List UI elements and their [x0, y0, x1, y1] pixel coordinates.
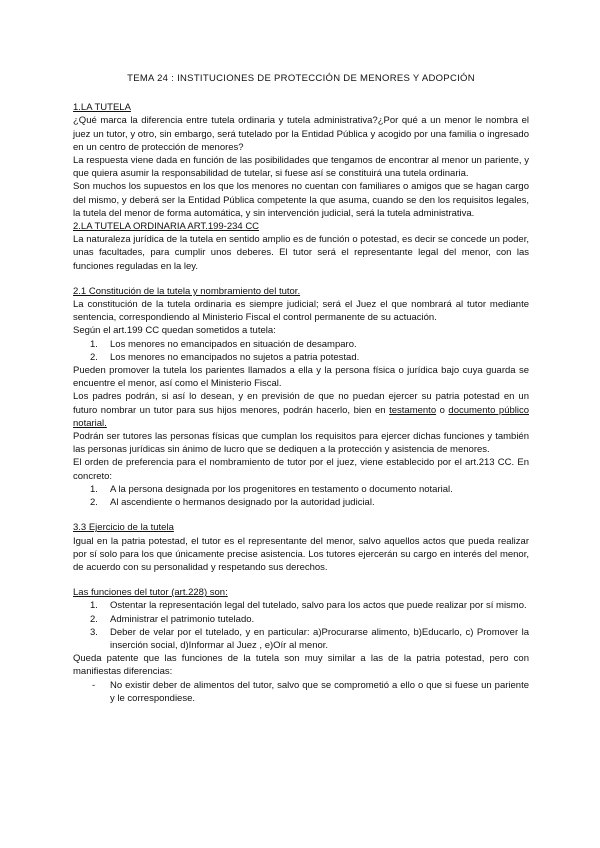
list-number: 2. [90, 613, 98, 625]
list-item-text: Deber de velar por el tutelado, y en particular: a)Procurarse alimento, b)Educarlo, c) Promover la inserción social, d)Informar al Juez , e)Oír al menor. [110, 626, 529, 651]
section-heading-tutela: 1.LA TUTELA [73, 102, 131, 114]
underlined-term-testamento: testamento [389, 404, 437, 416]
list-number: 1. [90, 483, 98, 495]
paragraph: Igual en la patria potestad, el tutor es el representante del menor, salvo aquellos actos que pueda realizar por sí solo para los que únicamente precise asistencia. Los tutores ejercerán su cargo en interés del menor, de acuerdo con su personalidad y respetando sus derechos. [73, 535, 529, 573]
paragraph: Pueden promover la tutela los parientes llamados a ella y la persona física o jurídica bajo cuya guarda se encuentre el menor, así como el Ministerio Fiscal. [73, 365, 529, 390]
paragraph: Podrán ser tutores las personas físicas que cumplan los requisitos para ejercer dichas funciones y también las personas jurídicas sin ánimo de lucro que se dediquen a la protección y asistencia de menores. [73, 431, 529, 456]
list-item [73, 626, 529, 652]
paragraph: El orden de preferencia para el nombramiento de tutor por el juez, viene establecido por el art.213 CC. En concreto: [73, 457, 529, 482]
paragraph: Según el art.199 CC quedan sometidos a tutela: [73, 325, 276, 337]
list-number: 2. [90, 351, 98, 363]
numbered-list-sometidos [73, 338, 529, 364]
list-item [73, 496, 529, 509]
list-number: 1. [90, 338, 98, 350]
section-heading-funciones: Las funciones del tutor (art.228) son: [73, 587, 228, 599]
dash-list-diferencias [73, 679, 529, 705]
list-number: 2. [90, 497, 98, 509]
section-heading-tutela-ordinaria: 2.LA TUTELA ORDINARIA ART.199-234 CC [73, 221, 260, 233]
list-item [73, 351, 529, 364]
paragraph [73, 390, 529, 430]
list-dash: - [92, 679, 96, 691]
list-number: 3. [90, 626, 98, 638]
document-page [73, 72, 529, 705]
paragraph: Son muchos los supuestos en los que los menores no cuentan con familiares o amigos que se hagan cargo del mismo, y deberá ser la Entidad Pública competente la que asuma, cuando se den los requisitos legales, la tutela del menor de forma automática, y sin intervención judicial, será la tutela administrativa. [73, 181, 529, 219]
text-run: o [436, 404, 449, 416]
paragraph: La naturaleza jurídica de la tutela en sentido amplio es de función o potestad, es decir se concede un poder, unas facultades, para cumplir unos deberes. El tutor será el representante legal del menor, con las funciones reguladas en la ley. [73, 234, 529, 272]
list-item-text: Al ascendiente o hermanos designado por la autoridad judicial. [110, 497, 375, 509]
list-item-text: A la persona designada por los progenitores en testamento o documento notarial. [110, 483, 453, 495]
list-number: 1. [90, 600, 98, 612]
list-item [73, 338, 529, 351]
list-item [73, 599, 529, 612]
document-title: TEMA 24 : INSTITUCIONES DE PROTECCIÓN DE MENORES Y ADOPCIÓN [127, 73, 475, 84]
list-item-text: Los menores no emancipados en situación de desamparo. [110, 338, 357, 350]
section-heading-constitucion: 2.1 Constitución de la tutela y nombramiento del tutor. [73, 285, 301, 297]
paragraph: La respuesta viene dada en función de las posibilidades que tengamos de encontrar al menor un pariente, y que quiera asumir la responsabilidad de tutelar, si fuese así se constituirá una tutela ordinaria. [73, 155, 529, 180]
list-item-text: Los menores no emancipados no sujetos a patria potestad. [110, 351, 360, 363]
paragraph: ¿Qué marca la diferencia entre tutela ordinaria y tutela administrativa?¿Por qué a un menor le nombra el juez un tutor, y otro, sin embargo, será tutelado por la Entidad Pública y acogido por una familia o ingresado en un centro de protección de menores? [73, 115, 529, 153]
section-heading-ejercicio: 3.3 Ejercicio de la tutela [73, 522, 174, 534]
list-item [73, 613, 529, 626]
list-item-text: Administrar el patrimonio tutelado. [110, 613, 255, 625]
underlined-term-documento: documento público notarial. [73, 404, 530, 429]
paragraph: Queda patente que las funciones de la tutela son muy similar a las de la patria potestad, pero con manifiestas diferencias: [73, 653, 529, 678]
numbered-list-preferencia [73, 483, 529, 509]
list-item [73, 679, 529, 705]
list-item-text: No existir deber de alimentos del tutor, salvo que se comprometió a ello o que si fuese un pariente y le correspondiese. [110, 679, 529, 704]
numbered-list-funciones [73, 599, 529, 652]
list-item-text: Ostentar la representación legal del tutelado, salvo para los actos que puede realizar por sí mismo. [110, 600, 527, 612]
list-item [73, 483, 529, 496]
paragraph: La constitución de la tutela ordinaria es siempre judicial; será el Juez el que nombrará al tutor mediante sentencia, correspondiendo al Ministerio Fiscal el control permanente de su actuación. [73, 299, 529, 324]
text-run: Los padres podrán, si así lo desean, y en previsión de que no puedan ejercer su patria potestad en un futuro nombrar un tutor para sus hijos menores, podrán hacerlo, bien en [73, 391, 529, 416]
